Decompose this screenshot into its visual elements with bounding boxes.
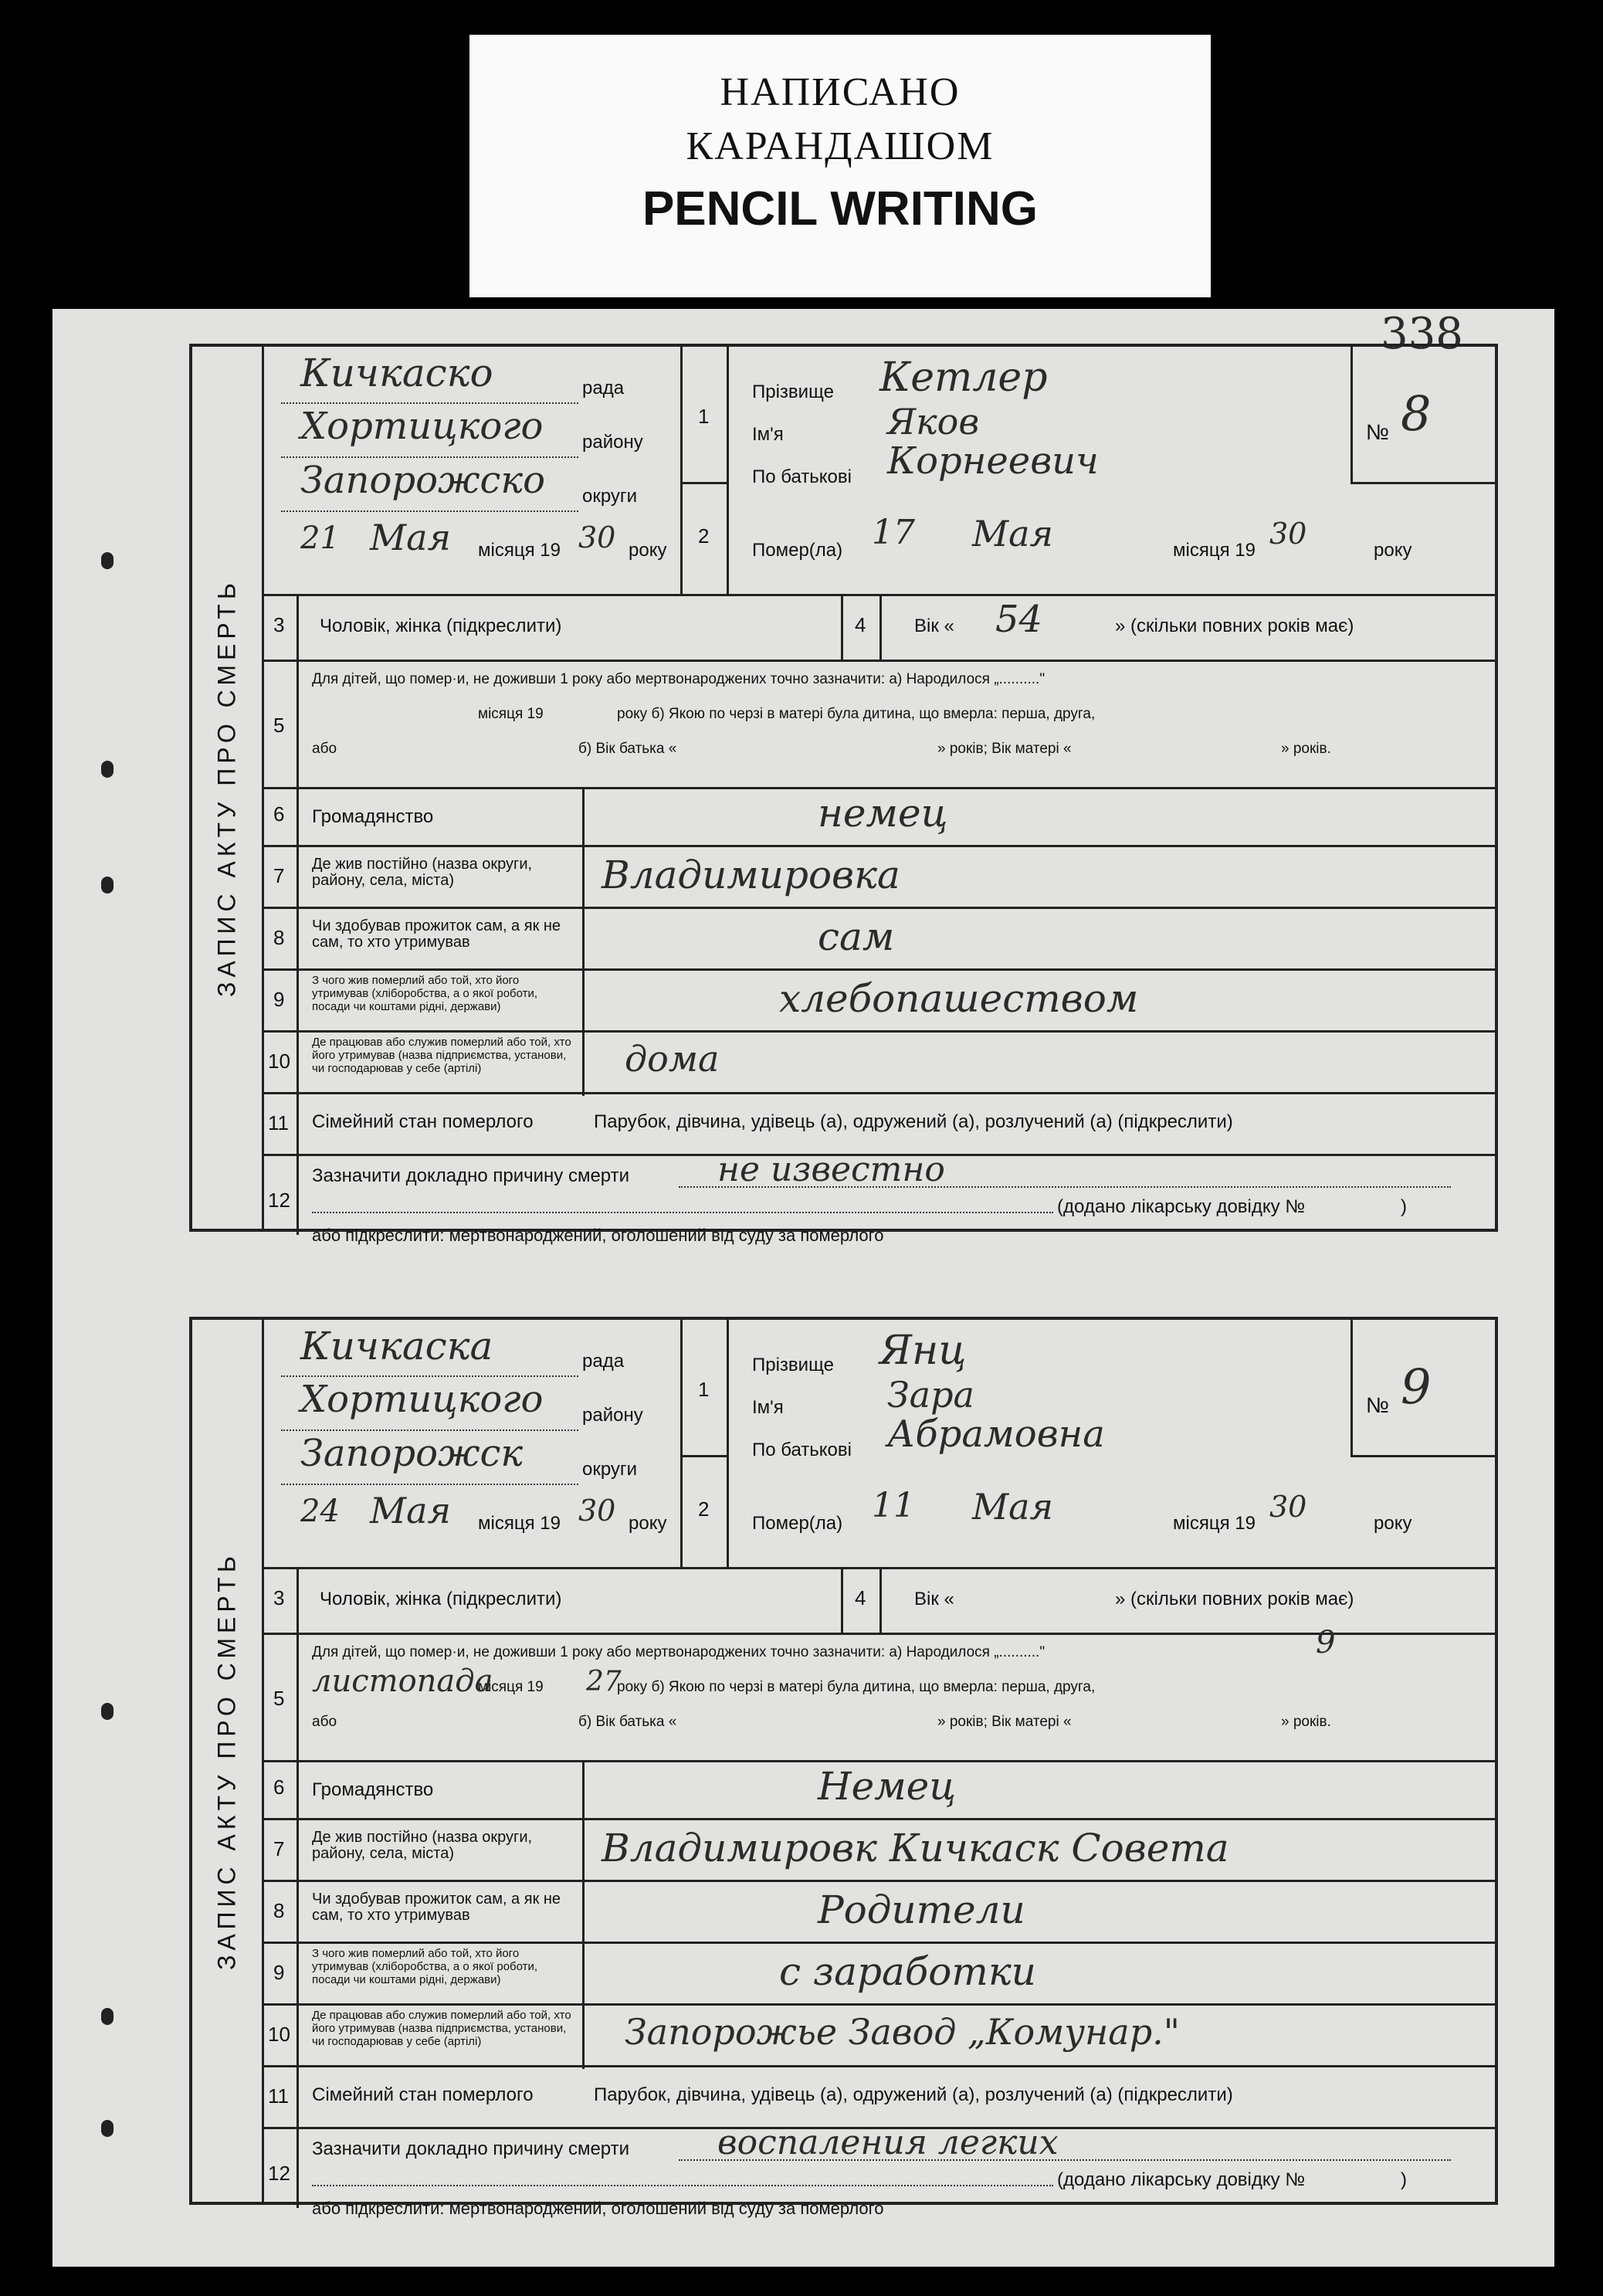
form-label: Де жив постійно (назва округи, району, села, міста) [312,856,533,889]
form-rule-line [281,401,578,404]
death-year: 30 [1269,1490,1307,1524]
form-rule-line [262,1092,1497,1094]
form-rule-line [262,2065,1497,2067]
label-line-3: PENCIL WRITING [642,182,1039,236]
form-rule-line [281,1374,578,1377]
form-rule-line [879,594,882,660]
form-rule-line [312,1210,1053,1213]
death-month: Мая [972,513,1053,554]
form-rule-line [281,455,578,458]
record-number: 8 [1401,385,1432,442]
surname-value: Кетлер [879,354,1048,401]
first-name-value: Зара [887,1374,974,1416]
form-label: року [1374,1513,1412,1534]
registration-month: Мая [370,1490,451,1531]
form-label: Парубок, дівчина, удівець (а), одружений (а), розлучений (а) (підкреслити) [594,1111,1233,1132]
form-rule-line [262,2003,1497,2006]
form-label: 3 [273,1586,285,1609]
form-rule-line [262,1633,1497,1635]
death-month: Мая [972,1486,1053,1528]
form-label: або [312,741,337,757]
form-label: 11 [268,2084,289,2108]
form-label: » років. [1281,1714,1331,1730]
form-label: Для дітей, що помер·и, не доживши 1 року або мертвонароджених точно зазначити: а) Народилося „.........." [312,1644,1046,1660]
form-label: Сімейний стан померлого [312,2084,534,2105]
form-label: » років; Вік матері « [937,741,1072,757]
form-label: Помер(ла) [752,1513,843,1534]
form-label: 7 [273,864,285,887]
form-label: Сімейний стан померлого [312,1111,534,1132]
form-rule-line [727,1320,729,1567]
form-label: району [582,1405,643,1426]
form-rule-line [879,1567,882,1633]
form-label: 12 [268,1189,290,1212]
age-value: 54 [995,598,1043,641]
form-label: Парубок, дівчина, удівець (а), одружений (а), розлучений (а) (підкреслити) [594,2084,1233,2105]
form-rule-line [680,347,683,594]
registration-month: Мая [370,517,451,558]
patronymic-value: Абрамовна [887,1413,1105,1456]
form-label: Громадянство [312,1779,434,1800]
form-rule-line [281,1428,578,1431]
form-label: року [1374,540,1412,561]
occupation-value: с заработки [779,1949,1036,1994]
form-label: Вік « [914,616,954,636]
form-label: 5 [273,714,285,737]
form-label: рада [582,378,625,398]
form-label: місяця 19 [478,706,544,722]
form-rule-line [312,2183,1053,2186]
form-rule-line [582,787,585,1096]
form-label: округи [582,1459,638,1480]
form-label: Де працював або служив померлий або той, хто його утримував (назва підприємства, установи, чи господарював у себе (артілі) [312,1036,571,1075]
form-rule-line [582,1760,585,2069]
residence-value: Владимировк Кичкаск Совета [602,1826,1229,1870]
form-label: місяця 19 [478,1679,544,1695]
form-label: Ім'я [752,424,784,445]
form-label: Помер(ла) [752,540,843,561]
patronymic-value: Корнеевич [887,439,1099,483]
binding-hole [101,552,114,569]
label-line-1: НАПИСАНО [720,70,961,114]
form-label: Чи здобував прожиток сам, а як не сам, то хто утримував [312,1891,561,1924]
rada-value: Кичкаска [300,1324,493,1368]
form-side-title [192,347,264,1229]
form-rule-line [262,787,1497,789]
form-label: 4 [855,613,866,636]
form-rule-line [262,968,1497,971]
workplace-value: дома [625,1038,720,1080]
form-rule-line [841,1567,843,1633]
form-label: або підкреслити: мертвонароджений, оголошений від суду за померлого [312,1226,884,1245]
form-label: По батькові [752,466,852,487]
form-rule-line [262,1942,1497,1944]
form-label: року б) Якою по черзі в матері була дитина, що вмерла: перша, друга, [617,706,1096,722]
form-rule-line [727,347,729,594]
citizenship-value: Немец [818,1764,957,1809]
form-label: району [582,432,643,453]
form-rule-line [297,1567,299,2208]
form-label: № [1366,420,1390,444]
form-label: 10 [268,1050,290,1073]
form-label: 9 [273,988,285,1011]
page-number: 338 [1381,309,1463,359]
birth-year: 27 [586,1666,622,1697]
cause-of-death-value: не известно [717,1150,945,1189]
form-label: б) Вік батька « [578,1714,677,1730]
form-label: 9 [273,1961,285,1984]
form-label: або [312,1714,337,1730]
form-rule-line [297,594,299,1235]
form-label: Чоловік, жінка (підкреслити) [320,616,562,636]
form-label: » (скільки повних років має) [1115,616,1354,636]
form-label: Чи здобував прожиток сам, а як не сам, то хто утримував [312,917,561,951]
binding-hole [101,2120,114,2137]
form-label: (додано лікарську довідку № [1057,1196,1306,1217]
form-label: 2 [698,1497,710,1521]
form-label: Де працював або служив померлий або той, хто його утримував (назва підприємства, установи, чи господарював у себе (артілі) [312,2009,571,2048]
okruga-value: Запорожско [300,459,545,502]
form-label: » років; Вік матері « [937,1714,1072,1730]
form-rule-line [262,907,1497,909]
form-rule-line [680,1455,727,1457]
side-title-text: ЗАПИС АКТУ ПРО СМЕРТЬ [212,578,241,997]
binding-hole [101,1703,114,1720]
label-line-2: КАРАНДАШОМ [686,124,995,168]
form-label: Зазначити докладно причину смерти [312,2138,630,2159]
form-label: місяця 19 [478,540,561,561]
form-rule-line [1351,482,1497,484]
form-label: 12 [268,2162,290,2185]
form-label: » (скільки повних років має) [1115,1589,1354,1609]
form-label: рада [582,1351,625,1372]
form-label: З чого жив померлий або той, хто його утримував (хліборобства, а о якої роботи, посади чи коштами рідні, держави) [312,1947,538,1986]
form-label: округи [582,486,638,507]
form-label: місяця 19 [478,1513,561,1534]
form-label: Де жив постійно (назва округи, району, села, міста) [312,1829,533,1862]
form-label: 7 [273,1837,285,1860]
form-label: року б) Якою по черзі в матері була дитина, що вмерла: перша, друга, [617,1679,1096,1695]
form-rule-line [281,1482,578,1485]
form-rule-line [281,509,578,512]
form-rule-line [1351,1320,1353,1455]
form-label: (додано лікарську довідку № [1057,2169,1306,2190]
form-label: року [629,1513,667,1534]
death-day: 11 [872,1486,915,1525]
form-label: Чоловік, жінка (підкреслити) [320,1589,562,1609]
form-label: 6 [273,1775,285,1799]
form-label: Вік « [914,1589,954,1609]
form-label: 10 [268,2023,290,2046]
form-label: 6 [273,802,285,826]
form-label: місяця 19 [1173,540,1256,561]
binding-hole [101,877,114,894]
form-label: року [629,540,667,561]
form-label: Прізвище [752,1355,834,1375]
record-number: 9 [1401,1358,1432,1415]
form-label: 3 [273,613,285,636]
form-label: Прізвище [752,382,834,402]
form-label: 8 [273,1899,285,1922]
form-rule-line [262,845,1497,847]
death-record-form-2: ЗАПИС АКТУ ПРО СМЕРТЬ 1 2 3 4 5 6 7 8 9 10 11 12 рада району округи місяця 19 року Кичкаска Хортицкого Запорожск 24 Мая 30 Прізвище Ім'я По батькові Янц Зара Абрамовна № 9 Помер(ла) місяця 19 року 11 Мая 30 Чоловік, жінка (підкреслити) Вік « » (скільки повних років має) Для дітей, що помер·и, не доживши 1 року або мертвонароджених точно зазначити: а) Народилося „.........." місяця 19 року б) Якою по черзі в матері була дитина, що вмерла: перша, друга, або б) Вік батька « » років; Вік матері « » років. 9 листопада 27 Громадянство Де жив постійно (назва округи, району, села, міста) Чи здобував прожиток сам, а як не сам, то хто утримував З чого жив померлий або той, хто його утримував (хліборобства, а о якої роботи, посади чи коштами рідні, держави) Де працював або служив померлий або той, хто його утримував (назва підприємства, установи, чи господарював у себе (артілі) Немец Владимировк Кичкаск Совета Родители с заработки Запорожье Завод „Комунар." Сімейний стан померлого Парубок, дівчина, удівець (а), одружений (а), розлучений (а) (підкреслити) Зазначити докладно причину смерти (додано лікарську довідку № ) або підкреслити: мертвонароджений, оголошений від суду за померлого воспаления легких [189,1317,1498,2205]
form-label: б) Вік батька « [578,741,677,757]
surname-value: Янц [879,1328,967,1374]
form-label: 5 [273,1687,285,1710]
form-rule-line [680,1320,683,1567]
support-value: Родители [818,1887,1025,1932]
form-label: 2 [698,524,710,548]
raion-value: Хортицкого [300,1378,544,1421]
form-label: Громадянство [312,806,434,827]
form-label: По батькові [752,1440,852,1460]
form-label: З чого жив померлий або той, хто його утримував (хліборобства, а о якої роботи, посади чи коштами рідні, держави) [312,974,538,1013]
form-label: 8 [273,926,285,949]
death-record-form-1: ЗАПИС АКТУ ПРО СМЕРТЬ 1 2 3 4 5 6 7 8 9 10 11 12 рада району округи місяця 19 року Кичкаско Хортицкого Запорожско 21 Мая 30 Прізвище Ім'я По батькові Кетлер Яков Корнеевич № 8 Помер(ла) місяця 19 року 17 Мая 30 Чоловік, жінка (підкреслити) Вік « » (скільки повних років має) 54 Для дітей, що помер·и, не доживши 1 року або мертвонароджених точно зазначити: а) Народилося „.........." місяця 19 року б) Якою по черзі в матері була дитина, що вмерла: перша, друга, або б) Вік батька « » років; Вік матері « » років. Громадянство Де жив постійно (назва округи, району, села, міста) Чи здобував прожиток сам, а як не сам, то хто утримував З чого жив померлий або той, хто його утримував (хліборобства, а о якої роботи, посади чи коштами рідні, держави) Де працював або служив померлий або той, хто його утримував (назва підприємства, установи, чи господарював у себе (артілі) немец Владимировка сам хлебопашеством дома Сімейний стан померлого Парубок, дівчина, удівець (а), одружений (а), розлучений (а) (підкреслити) Зазначити докладно причину смерти (додано лікарську довідку № ) або підкреслити: мертвонароджений, оголошений від суду за померлого не известно [189,344,1498,1232]
death-day: 17 [872,513,915,552]
form-label: 1 [698,1378,710,1401]
form-label: Ім'я [752,1397,784,1418]
birth-month: листопада [312,1663,493,1699]
form-label: № [1366,1393,1390,1417]
pencil-writing-label [469,35,1211,297]
registration-day: 21 [300,521,340,556]
form-rule-line [1351,347,1353,482]
form-label: Для дітей, що помер·и, не доживши 1 року або мертвонароджених точно зазначити: а) Народилося „.........." [312,671,1046,687]
form-side-title [192,1320,264,2202]
form-rule-line [262,660,1497,662]
form-label: Зазначити докладно причину смерти [312,1165,630,1186]
form-rule-line [262,1880,1497,1882]
registration-year: 30 [578,521,616,554]
residence-value: Владимировка [602,853,900,897]
form-label: 4 [855,1586,866,1609]
form-rule-line [262,1030,1497,1033]
form-label: 11 [268,1111,289,1134]
rada-value: Кичкаско [300,351,493,395]
side-title-text: ЗАПИС АКТУ ПРО СМЕРТЬ [212,1552,241,1970]
form-label: місяця 19 [1173,1513,1256,1534]
cause-of-death-value: воспаления легких [717,2123,1059,2162]
registration-year: 30 [578,1494,616,1528]
raion-value: Хортицкого [300,405,544,448]
birth-day: 9 [1316,1625,1336,1660]
form-rule-line [841,594,843,660]
binding-hole [101,2008,114,2025]
workplace-value: Запорожье Завод „Комунар." [625,2011,1180,2053]
binding-hole [101,761,114,778]
form-label: 1 [698,405,710,428]
registration-day: 24 [300,1494,340,1529]
death-year: 30 [1269,517,1307,551]
first-name-value: Яков [887,401,980,443]
form-rule-line [680,482,727,484]
support-value: сам [818,914,895,959]
form-label: » років. [1281,741,1331,757]
form-rule-line [262,1760,1497,1762]
citizenship-value: немец [818,791,948,836]
occupation-value: хлебопашеством [779,976,1139,1021]
form-rule-line [262,1818,1497,1820]
okruga-value: Запорожск [300,1432,524,1475]
form-rule-line [1351,1455,1497,1457]
form-label: або підкреслити: мертвонароджений, оголошений від суду за померлого [312,2199,884,2218]
